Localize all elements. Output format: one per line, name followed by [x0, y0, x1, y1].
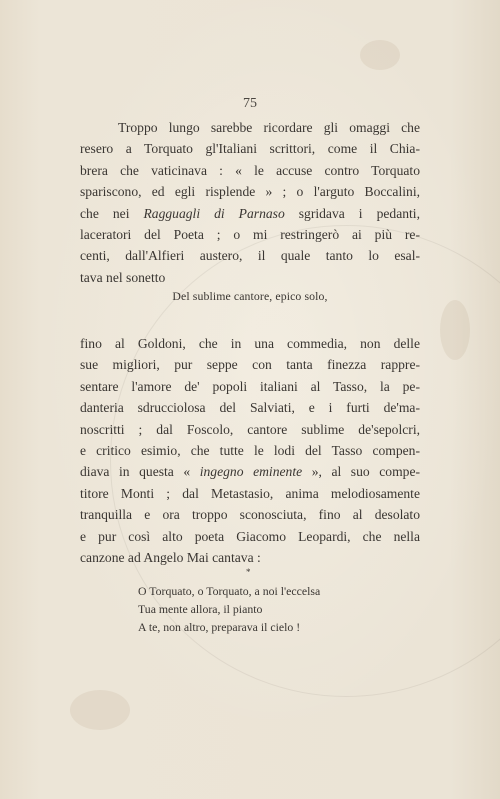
paper-stain	[360, 40, 400, 70]
verse-quotation	[138, 582, 320, 636]
text-line: e pur così alto poeta Giacomo Leopardi, che nella	[80, 528, 420, 544]
text-line-italic-quote: diava in questa « ingegno eminente », al suo compe-	[80, 464, 420, 480]
text-line: e critico esimio, che tutte le lodi del Tasso compen-	[80, 443, 420, 459]
text-line: danteria sdrucciolosa del Salviati, e i furti de'ma-	[80, 400, 420, 416]
italic-phrase: Ragguagli di Parnaso	[143, 205, 285, 221]
text-line: centi, dall'Alfieri austero, il quale tanto lo esal-	[80, 248, 420, 264]
text-line: tranquilla e ora troppo sconosciuta, fino al desolato	[80, 507, 420, 523]
text-line: fino al Goldoni, che in una commedia, non delle	[80, 336, 420, 351]
text-line: spariscono, ed egli risplende » ; o l'arguto Boccalini,	[80, 184, 420, 200]
text-line: sentare l'amore de' popoli italiani al Tasso, la pe-	[80, 378, 420, 394]
quoted-sonnet-line: Del sublime cantore, epico solo,	[172, 289, 328, 303]
text-line: Troppo lungo sarebbe ricordare gli omaggi che	[118, 120, 420, 135]
text-line: noscritti ; dal Foscolo, cantore sublime de'sepolcri,	[80, 421, 420, 437]
paper-stain	[440, 300, 470, 360]
verse-line: O Torquato, o Torquato, a noi l'eccelsa	[138, 584, 321, 598]
verse-line: Tua mente allora, il pianto	[138, 602, 263, 616]
italic-phrase: ingegno eminente	[199, 464, 303, 480]
text-line: resero a Torquato gl'Italiani scrittori, come il Chia-	[80, 141, 420, 157]
paragraph-2	[80, 333, 420, 568]
text-line: canzone ad Angelo Mai cantava :	[80, 550, 261, 566]
text-line: laceratori del Poeta ; o mi restringerò ai più re-	[80, 227, 420, 243]
page-number: 75	[243, 96, 257, 111]
text-line-italic-title: che nei Ragguagli di Parnaso sgridava i pedanti,	[80, 205, 420, 221]
verse-line: A te, non altro, preparava il cielo !	[138, 620, 301, 634]
text-line: tava nel sonetto	[80, 269, 166, 285]
paper-stain	[70, 690, 130, 730]
paragraph-1	[80, 117, 420, 288]
text-line: titore Monti ; dal Metastasio, anima melodiosamente	[80, 485, 420, 501]
text-line: sue migliori, pur seppe con tanta finezza rappre-	[80, 357, 420, 373]
section-asterisk: *	[246, 567, 251, 577]
text-line: brera che vaticinava : « le accuse contro Torquato	[80, 162, 420, 178]
